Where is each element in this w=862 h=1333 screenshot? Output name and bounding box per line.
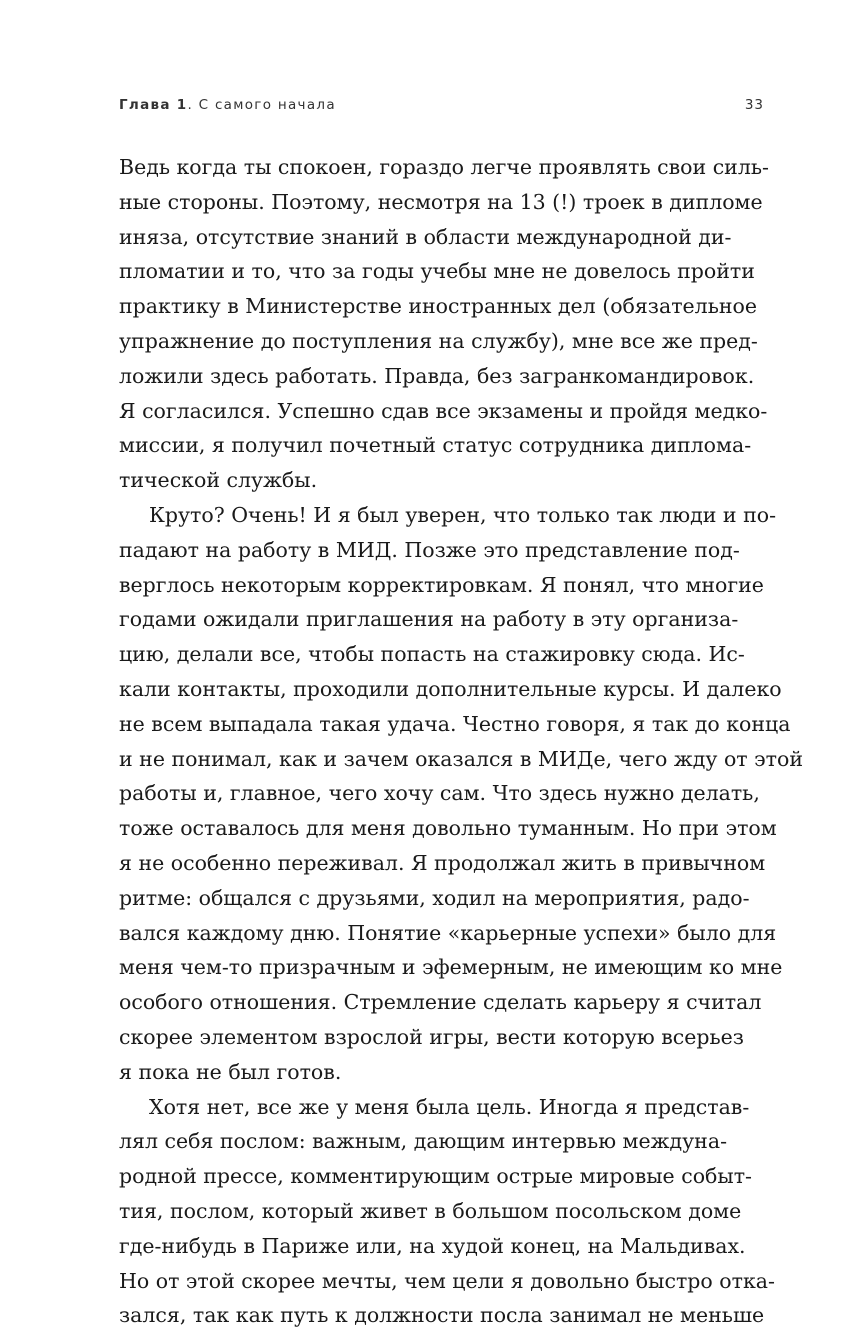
text-line: меня чем-то призрачным и эфемерным, не имеющим ко мне bbox=[119, 955, 783, 980]
text-line: я пока не был готов. bbox=[119, 1059, 342, 1084]
text-line: скорее элементом взрослой игры, вести которую всерьез bbox=[119, 1024, 744, 1049]
text-line: родной прессе, комментирующим острые мировые событ- bbox=[119, 1164, 752, 1189]
text-line: работы и, главное, чего хочу сам. Что здесь нужно делать, bbox=[119, 781, 760, 806]
paragraph bbox=[119, 498, 803, 1090]
running-head bbox=[119, 97, 764, 117]
text-line: миссии, я получил почетный статус сотрудника диплома- bbox=[119, 433, 752, 458]
text-line: лял себя послом: важным, дающим интервью междуна- bbox=[119, 1129, 727, 1154]
text-line: и не понимал, как и зачем оказался в МИДе, чего жду от этой bbox=[119, 746, 803, 771]
text-line: практику в Министерстве иностранных дел (обязательное bbox=[119, 294, 758, 319]
chapter-title: С самого начала bbox=[198, 97, 336, 113]
text-line: кали контакты, проходили дополнительные курсы. И далеко bbox=[119, 676, 782, 701]
text-line: пломатии и то, что за годы учебы мне не довелось пройти bbox=[119, 259, 755, 284]
chapter-label: Глава 1 bbox=[119, 97, 188, 113]
text-line: тоже оставалось для меня довольно туманным. Но при этом bbox=[119, 816, 777, 841]
text-line: годами ожидали приглашения на работу в эту организа- bbox=[119, 607, 739, 632]
text-line: Ведь когда ты спокоен, гораздо легче проявлять свои силь- bbox=[119, 155, 769, 179]
text-line: Хотя нет, все же у меня была цель. Иногда я представ- bbox=[149, 1094, 750, 1119]
text-line: зался, так как путь к должности посла занимал не меньше bbox=[119, 1303, 765, 1328]
chapter-separator: . bbox=[187, 97, 199, 113]
text-line: Круто? Очень! И я был уверен, что только так люди и по- bbox=[149, 502, 777, 527]
text-line: где-нибудь в Париже или, на худой конец, на Мальдивах. bbox=[119, 1233, 746, 1258]
text-line: тической службы. bbox=[119, 468, 318, 493]
paragraph bbox=[119, 150, 769, 498]
text-line: ные стороны. Поэтому, несмотря на 13 (!) троек в дипломе bbox=[119, 189, 763, 214]
text-line: цию, делали все, чтобы попасть на стажировку сюда. Ис- bbox=[119, 642, 745, 667]
text-line: особого отношения. Стремление сделать карьеру я считал bbox=[119, 990, 762, 1015]
text-line: ритме: общался с друзьями, ходил на мероприятия, радо- bbox=[119, 885, 750, 910]
text-line: вался каждому дню. Понятие «карьерные успехи» было для bbox=[119, 920, 777, 945]
text-line: Я согласился. Успешно сдав все экзамены и пройдя медко- bbox=[119, 398, 768, 423]
text-line: верглось некоторым корректировкам. Я понял, что многие bbox=[119, 572, 764, 597]
text-line: ложили здесь работать. Правда, без загранкомандировок. bbox=[119, 363, 755, 388]
text-line: падают на работу в МИД. Позже это представление под- bbox=[119, 537, 740, 562]
paragraph bbox=[119, 1090, 775, 1333]
text-line: Но от этой скорее мечты, чем цели я довольно быстро отка- bbox=[119, 1268, 775, 1293]
text-line: не всем выпадала такая удача. Честно говоря, я так до конца bbox=[119, 711, 791, 736]
text-line: иняза, отсутствие знаний в области международной ди- bbox=[119, 224, 732, 249]
text-line: я не особенно переживал. Я продолжал жить в привычном bbox=[119, 850, 766, 875]
page-number: 33 bbox=[744, 97, 764, 113]
text-line: упражнение до поступления на службу), мне все же пред- bbox=[119, 328, 758, 353]
page-body bbox=[119, 150, 803, 1333]
text-line: тия, послом, который живет в большом посольском доме bbox=[119, 1198, 742, 1223]
